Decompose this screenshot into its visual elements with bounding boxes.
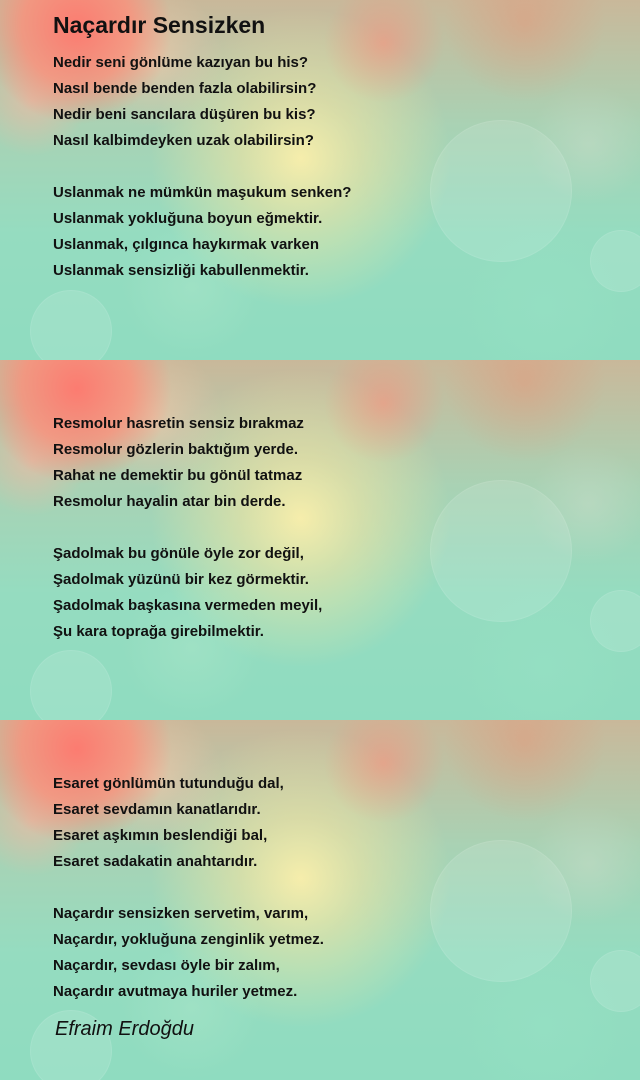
poem-line: Uslanmak, çılgınca haykırmak varken [53,236,319,253]
poem-line: Rahat ne demektir bu gönül tatmaz [53,467,303,484]
poem-line: Resmolur hasretin sensiz bırakmaz [53,415,304,432]
poem-line: Şadolmak başkasına vermeden meyil, [53,597,323,614]
bokeh-decoration [590,950,640,1012]
bokeh-decoration [430,120,572,262]
bokeh-decoration [590,230,640,292]
poem-author: Efraim Erdoğdu [55,1018,194,1040]
poem-line: Naçardır, yokluğuna zenginlik yetmez. [53,931,324,948]
poem-line: Nedir seni gönlüme kazıyan bu his? [53,54,309,71]
poem-line: Esaret sevdamın kanatlarıdır. [53,801,261,818]
poem-panel-3 [0,720,640,1080]
stanza [53,541,322,645]
poem-line: Uslanmak sensizliği kabullenmektir. [53,262,309,279]
poem-line: Esaret gönlümün tutunduğu dal, [53,775,284,792]
poem-line: Esaret aşkımın beslendiği bal, [53,827,268,844]
poem-line: Şu kara toprağa girebilmektir. [53,623,264,640]
stanza [53,411,304,515]
poem-line: Nasıl bende benden fazla olabilirsin? [53,80,317,97]
poem-line: Naçardır sensizken servetim, varım, [53,905,309,922]
poem-title: Naçardır Sensizken [53,12,266,38]
stanza [53,50,316,154]
poem-panel-1 [0,0,640,360]
poem-line: Esaret sadakatin anahtarıdır. [53,853,258,870]
poem-panel-2 [0,360,640,720]
poem-line: Uslanmak ne mümkün maşukum senken? [53,184,352,201]
bokeh-decoration [430,840,572,982]
bokeh-decoration [30,290,112,360]
stanza [53,180,351,284]
poem-line: Resmolur hayalin atar bin derde. [53,493,286,510]
bokeh-decoration [590,590,640,652]
poem-line: Naçardır, sevdası öyle bir zalım, [53,957,280,974]
poem-line: Şadolmak bu gönüle öyle zor değil, [53,545,304,562]
poem-line: Uslanmak yokluğuna boyun eğmektir. [53,210,323,227]
poem-line: Nedir beni sancılara düşüren bu kis? [53,106,316,123]
bokeh-decoration [30,650,112,720]
stanza [53,771,284,875]
stanza [53,901,324,1005]
poem-line: Şadolmak yüzünü bir kez görmektir. [53,571,309,588]
bokeh-decoration [430,480,572,622]
poem-line: Nasıl kalbimdeyken uzak olabilirsin? [53,132,314,149]
poem-line: Resmolur gözlerin baktığım yerde. [53,441,299,458]
poem-line: Naçardır avutmaya huriler yetmez. [53,983,298,1000]
